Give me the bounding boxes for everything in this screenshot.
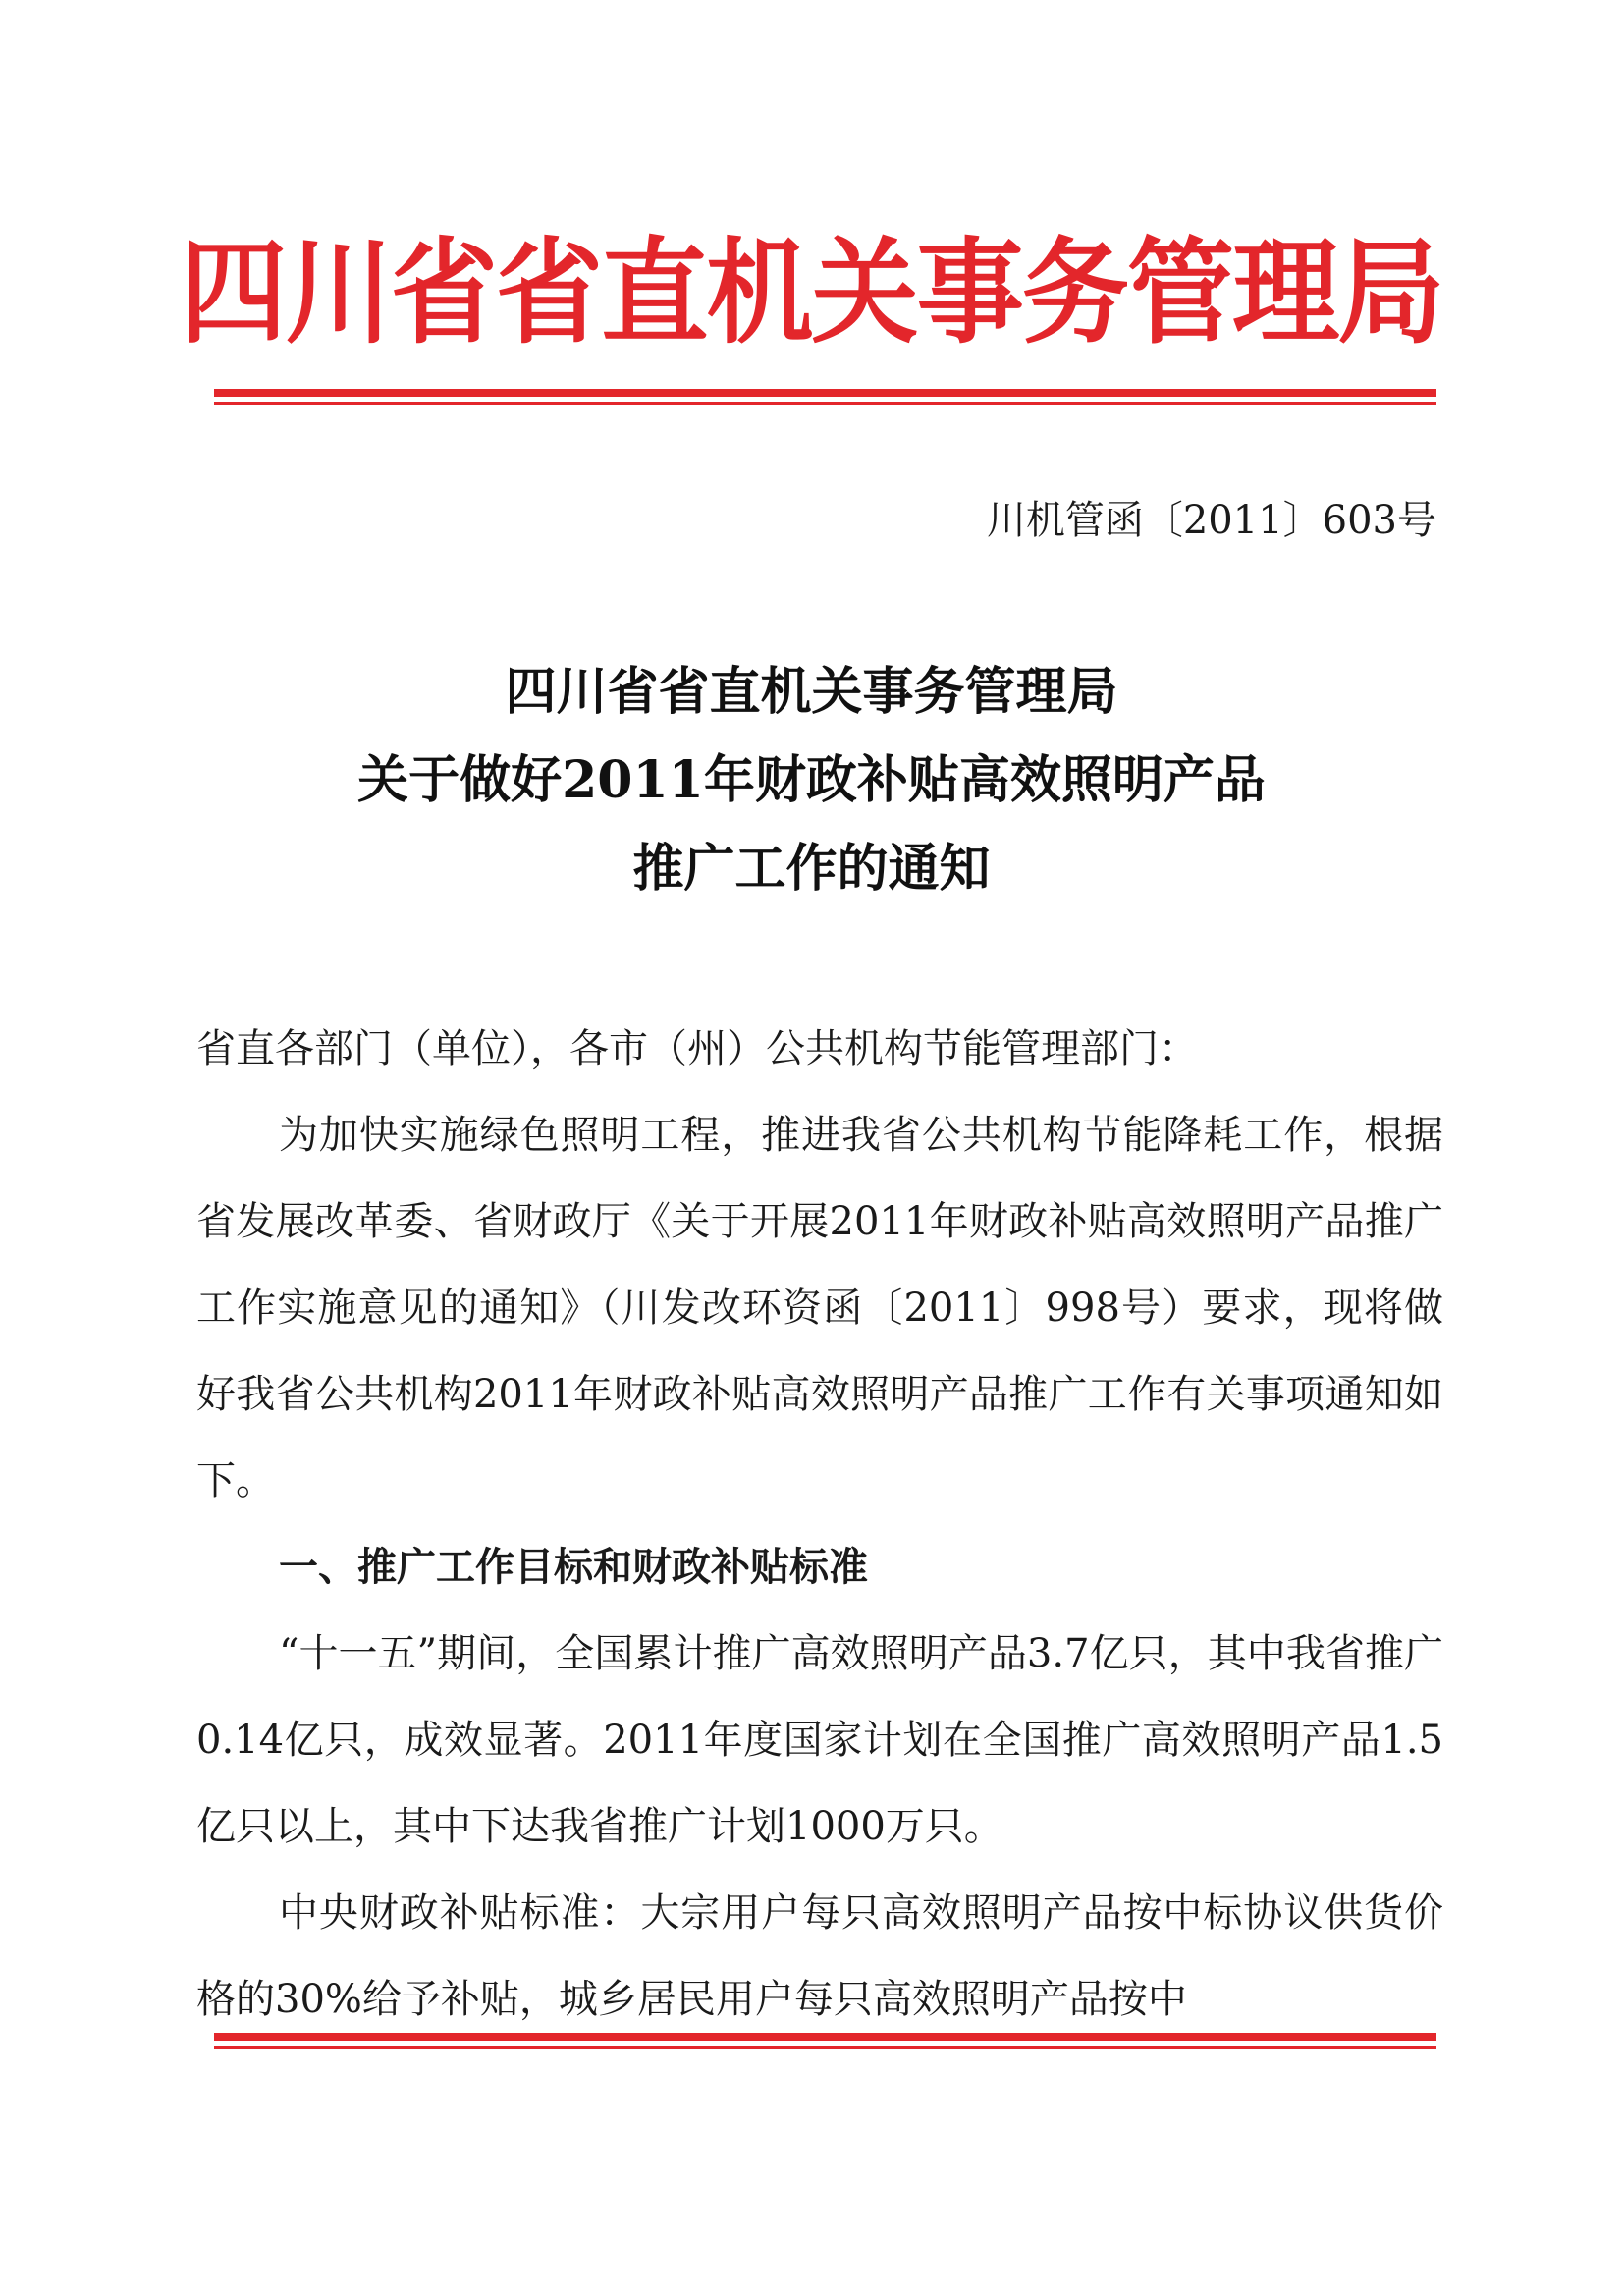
salutation: 省直各部门（单位），各市（州）公共机构节能管理部门：	[196, 1026, 1198, 1071]
paragraph-subsidy-standard: 中央财政补贴标准：大宗用户每只高效照明产品按中标协议供货价格的30%给予补贴，城乡居民用户每只高效照明产品按中	[196, 1890, 1443, 2022]
document-number: 川机管函〔2011〕603号	[986, 498, 1436, 543]
paragraph-targets: “十一五”期间，全国累计推广高效照明产品3.7亿只，其中我省推广0.14亿只，成效显著。2011年度国家计划在全国推广高效照明产品1.5亿只以上，其中下达我省推广计划1000万只。	[196, 1631, 1443, 1849]
title-line-2: 关于做好2011年财政补贴高效照明产品	[357, 750, 1266, 810]
title-line-1: 四川省省直机关事务管理局	[505, 662, 1118, 722]
title-line-3: 推广工作的通知	[632, 839, 991, 899]
masthead-red-rule	[214, 389, 1436, 405]
footer-red-rule	[214, 2033, 1436, 2049]
paragraph-intro: 为加快实施绿色照明工程，推进我省公共机构节能降耗工作，根据省发展改革委、省财政厅《关于开展2011年财政补贴高效照明产品推广工作实施意见的通知》（川发改环资函〔2011〕998号）要求，现将做好我省公共机构2011年财政补贴高效照明产品推广工作有关事项通知如下。	[196, 1113, 1443, 1503]
section-heading-1: 一、推广工作目标和财政补贴标准	[279, 1545, 868, 1590]
document-title	[0, 648, 1623, 913]
masthead-org-name: 四川省省直机关事务管理局	[180, 226, 1443, 359]
document-body	[196, 1006, 1443, 2043]
